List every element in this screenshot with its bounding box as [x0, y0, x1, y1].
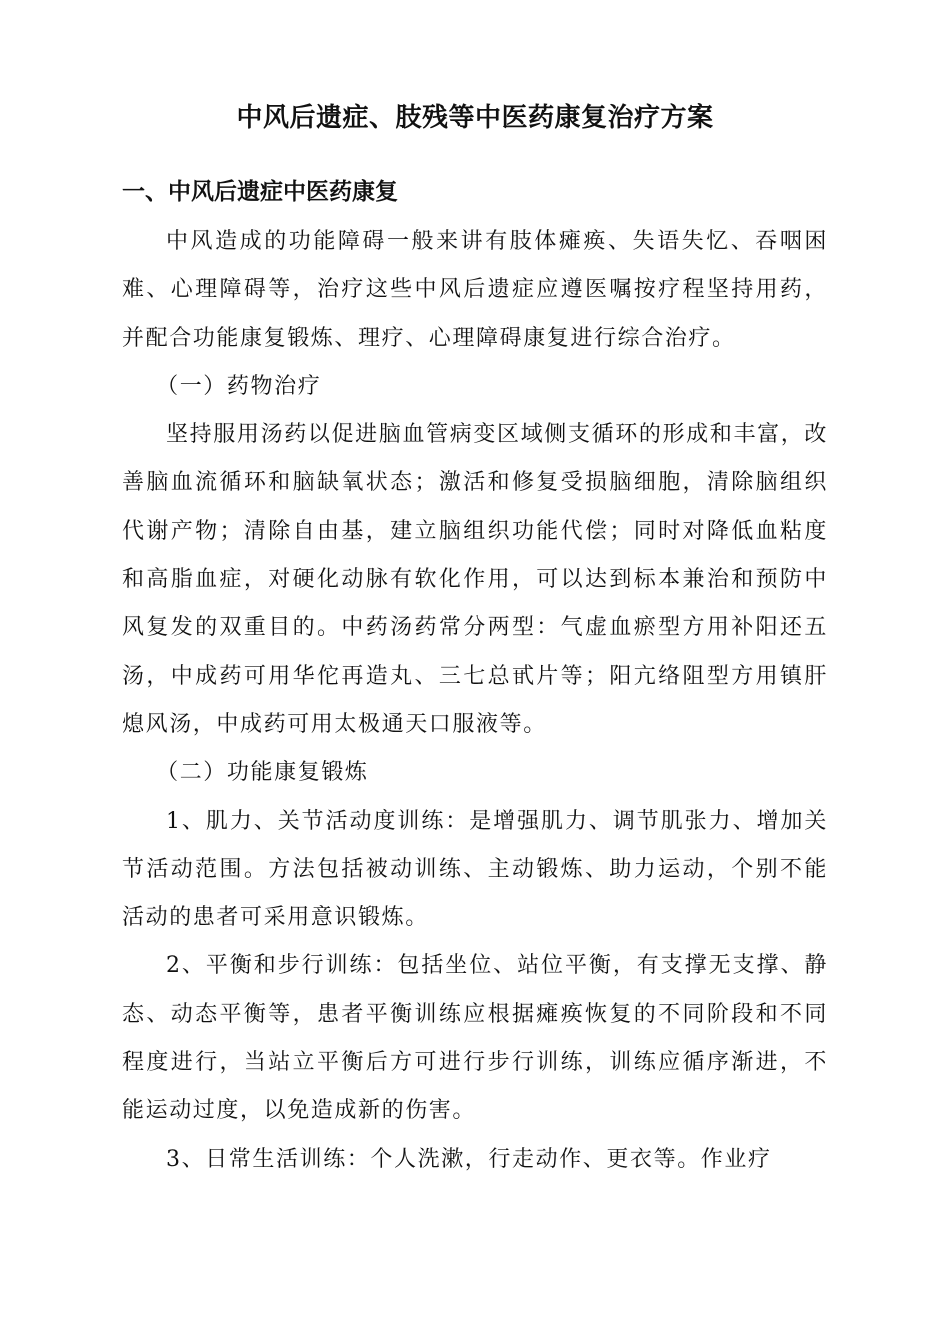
document-title: 中风后遗症、肢残等中医药康复治疗方案: [236, 103, 714, 133]
section-heading: 一、中风后遗症中医药康复: [122, 179, 398, 205]
paragraph: 1、肌力、关节活动度训练：是增强肌力、调节肌张力、增加关节活动范围。方法包括被动训练、主动锻炼、助力运动，个别不能活动的患者可采用意识锻炼。: [122, 808, 828, 931]
paragraph: 2、平衡和步行训练：包括坐位、站位平衡，有支撑无支撑、静态、动态平衡等，患者平衡训练应根据瘫痪恢复的不同阶段和不同程度进行，当站立平衡后方可进行步行训练，训练应循序渐进，不能运动过度，以免造成新的伤害。: [122, 953, 828, 1124]
subheading-drug-therapy: （一）药物治疗: [156, 373, 322, 399]
paragraph: 中风造成的功能障碍一般来讲有肢体瘫痪、失语失忆、吞咽困难、心理障碍等，治疗这些中风后遗症应遵医嘱按疗程坚持用药，并配合功能康复锻炼、理疗、心理障碍康复进行综合治疗。: [122, 229, 828, 351]
paragraph: 坚持服用汤药以促进脑血管病变区域侧支循环的形成和丰富，改善脑血流循环和脑缺氧状态；激活和修复受损脑细胞，清除脑组织代谢产物；清除自由基，建立脑组织功能代偿；同时对降低血粘度和高脂血症，对硬化动脉有软化作用，可以达到标本兼治和预防中风复发的双重目的。中药汤药常分两型：气虚血瘀型方用补阳还五汤，中成药可用华佗再造丸、三七总甙片等；阳亢络阻型方用镇肝熄风汤，中成药可用太极通天口服液等。: [122, 422, 828, 737]
document-body: [122, 218, 828, 1184]
paragraph: 3、日常生活训练：个人洗漱，行走动作、更衣等。作业疗: [166, 1146, 772, 1172]
subheading-rehab-exercise: （二）功能康复锻炼: [156, 760, 369, 786]
